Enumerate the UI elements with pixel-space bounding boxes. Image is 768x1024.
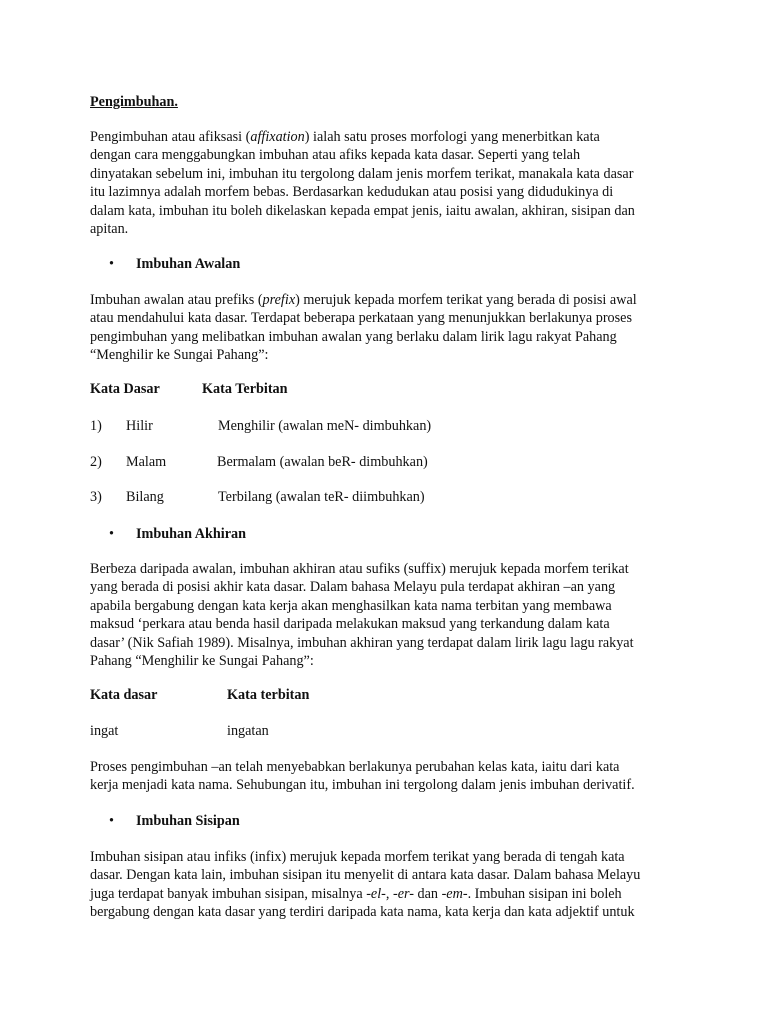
section-title-akhiran: Imbuhan Akhiran <box>136 526 247 542</box>
row-base-word: Malam <box>126 454 167 470</box>
intro-line-6: apitan. <box>90 221 129 238</box>
awalan-line-2: atau mendahului kata dasar. Terdapat beberapa perkataan yang menunjukkan berlakunya proses <box>90 310 632 327</box>
bullet-icon: • <box>109 813 114 829</box>
akhiran-line-4: maksud ‘perkara atau benda hasil daripada melakukan maksud yang terkandung dalam kata <box>90 616 610 633</box>
akhiran-line-6: Pahang “Menghilir ke Sungai Pahang”: <box>90 653 314 670</box>
column-header-kata-dasar: Kata dasar <box>90 687 158 703</box>
row-derived-word: Terbilang (awalan teR- diimbuhkan) <box>218 489 425 505</box>
row-number: 1) <box>90 418 102 434</box>
intro-line-4: itu lazimnya adalah morfem bebas. Berdasarkan kedudukan atau posisi yang didudukinya di <box>90 184 614 201</box>
column-header-kata-terbitan: Kata terbitan <box>227 687 310 703</box>
akhiran-line-1: Berbeza daripada awalan, imbuhan akhiran atau sufiks (suffix) merujuk kepada morfem terikat <box>90 561 629 577</box>
bullet-icon: • <box>109 256 114 272</box>
intro-line-3: dinyatakan sebelum ini, imbuhan itu tergolong dalam jenis morfem terikat, manakala kata dasar <box>90 165 634 182</box>
akhiran-line-2: yang berada di posisi akhir kata dasar. Dalam bahasa Melayu pula terdapat akhiran –an yang <box>90 579 616 596</box>
sisipan-line-1: Imbuhan sisipan atau infiks (infix) merujuk kepada morfem terikat yang berada di tengah kata <box>90 849 625 865</box>
row-derived-word: Bermalam (awalan beR- dimbuhkan) <box>217 454 428 470</box>
row-derived-word: Menghilir (awalan meN- dimbuhkan) <box>218 418 432 434</box>
intro-line-5: dalam kata, imbuhan itu boleh dikelaskan kepada empat jenis, iaitu awalan, akhiran, sisipan dan <box>90 202 635 219</box>
section-title-awalan: Imbuhan Awalan <box>136 256 241 272</box>
akhiran-p2-line-2: kerja menjadi kata nama. Sehubungan itu, imbuhan ini tergolong dalam jenis imbuhan derivatif. <box>90 777 635 794</box>
row-base-word: Bilang <box>126 489 164 505</box>
row-base-word: ingat <box>90 723 119 739</box>
row-base-word: Hilir <box>126 418 153 434</box>
sisipan-paragraph <box>90 848 680 922</box>
row-derived-word: ingatan <box>227 723 269 739</box>
section-title-sisipan: Imbuhan Sisipan <box>136 813 240 829</box>
bullet-icon: • <box>109 526 114 542</box>
intro-line-2: dengan cara menggabungkan imbuhan atau afiks kepada kata dasar. Seperti yang telah <box>90 147 581 164</box>
awalan-paragraph <box>90 291 680 365</box>
sisipan-line-3: juga terdapat banyak imbuhan sisipan, misalnya -el-, -er- dan -em-. Imbuhan sisipan ini boleh <box>90 885 622 902</box>
page-title: Pengimbuhan. <box>90 94 178 110</box>
awalan-line-1: Imbuhan awalan atau prefiks (prefix) merujuk kepada morfem terikat yang berada di posisi awal <box>90 292 637 308</box>
awalan-line-3: pengimbuhan yang melibatkan imbuhan awalan yang berlaku dalam lirik lagu rakyat Pahang <box>90 328 617 345</box>
sisipan-line-4: bergabung dengan kata dasar yang terdiri daripada kata nama, kata kerja dan kata adjektif untuk <box>90 904 635 921</box>
column-header-kata-terbitan: Kata Terbitan <box>202 381 288 397</box>
akhiran-paragraph-2 <box>90 758 680 795</box>
awalan-line-4: “Menghilir ke Sungai Pahang”: <box>90 347 269 364</box>
intro-paragraph <box>90 128 680 238</box>
column-header-kata-dasar: Kata Dasar <box>90 381 160 397</box>
akhiran-line-5: dasar’ (Nik Safiah 1989). Misalnya, imbuhan akhiran yang terdapat dalam lirik lagu lagu rakyat <box>90 634 634 651</box>
akhiran-line-3: apabila bergabung dengan kata kerja akan menghasilkan kata nama terbitan yang membawa <box>90 597 612 614</box>
row-number: 3) <box>90 489 102 505</box>
sisipan-line-2: dasar. Dengan kata lain, imbuhan sisipan itu menyelit di antara kata dasar. Dalam bahasa Melayu <box>90 867 641 884</box>
akhiran-paragraph <box>90 560 680 670</box>
intro-line-1: Pengimbuhan atau afiksasi (affixation) ialah satu proses morfologi yang menerbitkan kata <box>90 129 600 145</box>
akhiran-p2-line-1: Proses pengimbuhan –an telah menyebabkan berlakunya perubahan kelas kata, iaitu dari kata <box>90 759 620 775</box>
row-number: 2) <box>90 454 102 470</box>
